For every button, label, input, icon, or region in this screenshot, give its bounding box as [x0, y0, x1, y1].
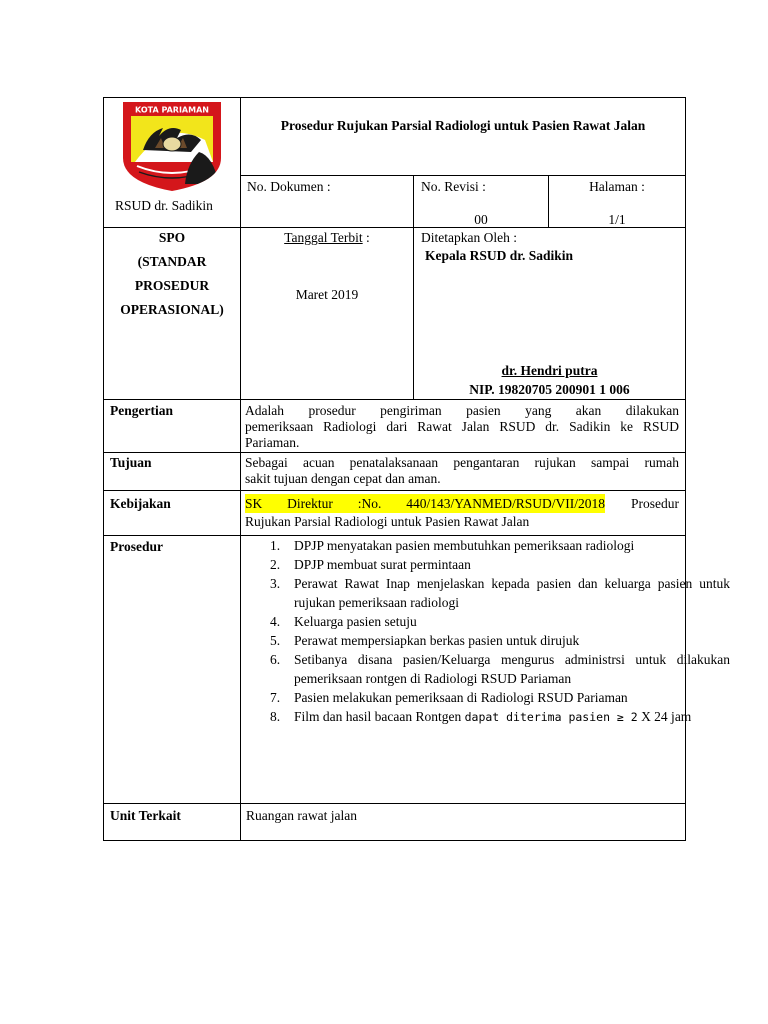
- prosedur-step-6: 6. Setibanya disana pasien/Keluarga mengurus administrsi untuk dilakukan pemeriksaan rontgen di Radiologi RSUD Pariaman: [270, 652, 730, 686]
- rule-label-column: [240, 97, 241, 841]
- spo-line-3: PROSEDUR: [134, 278, 210, 293]
- prosedur-step-4: 4. Keluarga pasien setuju: [270, 614, 417, 629]
- rule-header-split: [241, 175, 686, 176]
- prosedur-step-7: 7. Pasien melakukan pemeriksaan di Radiologi RSUD Pariaman: [270, 690, 628, 705]
- revision-label: No. Revisi :: [421, 179, 486, 194]
- pengertian-line-1: Adalah prosedur pengiriman pasien yang akan dilakukan: [245, 403, 679, 418]
- kebijakan-line-1: [245, 494, 679, 513]
- prosedur-step-2: 2. DPJP membuat surat permintaan: [270, 557, 471, 572]
- document-title: Prosedur Rujukan Parsial Radiologi untuk Pasien Rawat Jalan: [280, 118, 646, 133]
- page-label: Halaman :: [589, 179, 645, 194]
- rule-tujuan-bottom: [103, 490, 686, 491]
- pengertian-line-2: pemeriksaan Radiologi dari Rawat Jalan RSUD dr. Sadikin ke RSUD: [245, 419, 679, 434]
- pengertian-line-3: Pariaman.: [245, 435, 300, 450]
- kebijakan-line-1-rest: Prosedur: [631, 496, 679, 511]
- prosedur-steps: [244, 536, 730, 727]
- rule-prosedur-bottom: [103, 803, 686, 804]
- page-value: 1/1: [608, 212, 626, 227]
- tujuan-label: Tujuan: [110, 455, 152, 470]
- logo-text: KOTA PARIAMAN: [135, 105, 209, 115]
- kebijakan-label: Kebijakan: [110, 496, 171, 511]
- revision-value: 00: [474, 212, 488, 227]
- rule-spo-bottom: [103, 399, 686, 400]
- doc-number-label: No. Dokumen :: [247, 179, 331, 194]
- issue-date-label: [241, 228, 413, 247]
- issue-date-label-text: Tanggal Terbit: [284, 230, 363, 245]
- table-border-bottom: [103, 840, 686, 841]
- step-8-part-a: Film dan hasil bacaan Rontgen: [294, 709, 462, 724]
- tujuan-line-2: sakit tujuan dengan cepat dan aman.: [245, 471, 441, 486]
- unit-terkait-label: Unit Terkait: [110, 808, 181, 823]
- approver-name: dr. Hendri putra: [501, 363, 598, 378]
- pengertian-label: Pengertian: [110, 403, 173, 418]
- spo-line-1: SPO: [158, 230, 186, 245]
- kebijakan-sk-highlight: SK Direktur :No. 440/143/YANMED/RSUD/VII/2018: [245, 496, 605, 511]
- spo-line-2: (STANDAR: [137, 254, 207, 269]
- spo-line-4: OPERASIONAL): [120, 302, 224, 317]
- kota-pariaman-logo: [121, 100, 223, 193]
- table-border-left: [103, 97, 104, 841]
- approved-by-label: Ditetapkan Oleh :: [421, 230, 517, 245]
- prosedur-step-5: 5. Perawat mempersiapkan berkas pasien untuk dirujuk: [270, 633, 580, 648]
- table-border-top: [103, 97, 686, 98]
- approver-nip: NIP. 19820705 200901 1 006: [469, 382, 630, 397]
- prosedur-label: Prosedur: [110, 539, 163, 554]
- table-border-right: [685, 97, 686, 841]
- issue-date-colon: :: [362, 230, 370, 245]
- prosedur-step-1: 1. DPJP menyatakan pasien membutuhkan pemeriksaan radiologi: [270, 538, 635, 553]
- kebijakan-line-2: Rujukan Parsial Radiologi untuk Pasien Rawat Jalan: [245, 514, 530, 529]
- issue-date-value: Maret 2019: [295, 287, 359, 302]
- tujuan-line-1: Sebagai acuan penatalaksanaan pengantaran rujukan sampai rumah: [245, 455, 679, 470]
- prosedur-step-8: 8. Film dan hasil bacaan Rontgen dapat diterima pasien ≥ 2 X 24 jam: [270, 709, 692, 724]
- step-8-part-b: dapat diterima pasien ≥ 2: [464, 710, 638, 724]
- prosedur-step-3: 3. Perawat Rawat Inap menjelaskan kepada pasien dan keluarga pasien untuk rujukan pemeriksaan radiologi: [270, 576, 730, 610]
- approver-title: Kepala RSUD dr. Sadikin: [425, 248, 574, 263]
- unit-terkait-value: Ruangan rawat jalan: [246, 808, 357, 823]
- hospital-name: RSUD dr. Sadikin: [115, 198, 213, 213]
- step-8-part-c: X 24 jam: [641, 709, 692, 724]
